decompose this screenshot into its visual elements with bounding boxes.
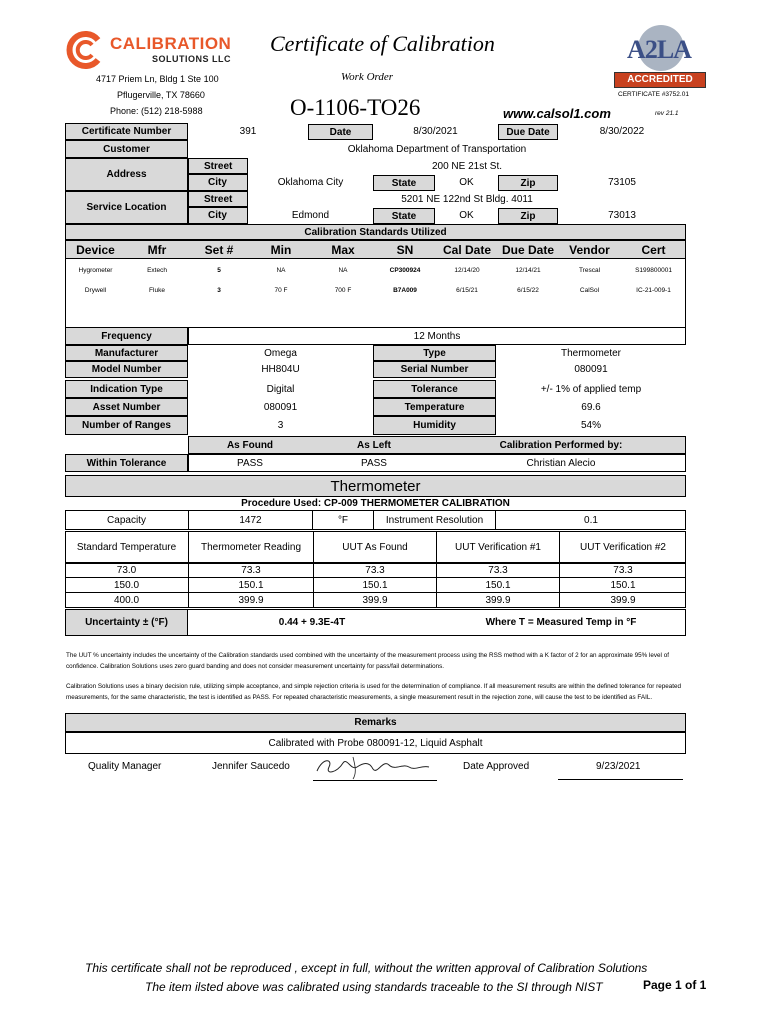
resolution-value: 0.1 [584, 514, 598, 526]
asset-label: Asset Number [92, 401, 161, 413]
results-cell: 399.9 [188, 593, 313, 608]
results-header-thermometer-reading: Thermometer Reading [188, 531, 313, 563]
results-cell: 399.9 [559, 593, 686, 608]
temperature-value: 69.6 [581, 401, 601, 413]
results-cell: 150.1 [188, 578, 313, 593]
standards-cell: 12/14/20 [454, 266, 480, 274]
asset-value: 080091 [263, 401, 298, 413]
model-label: Model Number [91, 364, 162, 375]
temperature-label: Temperature [404, 401, 465, 413]
standards-cell: S199800001 [635, 266, 672, 274]
website: www.calsol1.com [503, 106, 611, 121]
service-street-value: 5201 NE 122nd St Bldg. 4011 [401, 193, 533, 205]
customer-value: Oklahoma Department of Transportation [347, 143, 527, 155]
service-zip-value: 73013 [608, 210, 636, 221]
results-header-uut-verification-2: UUT Verification #2 [559, 531, 686, 563]
results-cell: 150.0 [65, 578, 188, 593]
uncertainty-formula: 0.44 + 9.3E-4T [278, 617, 346, 628]
standards-cell: CP300924 [389, 266, 421, 274]
results-cell: 73.3 [313, 563, 436, 578]
humidity-value: 54% [580, 420, 601, 431]
company-name: CALIBRATION [110, 34, 232, 53]
address-city-label: City [208, 177, 227, 188]
company-address-line2: Pflugerville, TX 78660 [117, 90, 205, 100]
results-cell: 73.3 [436, 563, 559, 578]
results-header-standard-temperature: Standard Temperature [76, 541, 177, 553]
quality-manager-name: Jennifer Saucedo [212, 761, 290, 772]
serial-label: Serial Number [400, 364, 469, 375]
due-date-value: 8/30/2022 [599, 126, 645, 137]
standards-cell: CalSol [579, 286, 600, 294]
standards-header-mfr: Mfr [147, 242, 167, 257]
date-approved-label: Date Approved [463, 761, 530, 772]
results-section-title: Thermometer [330, 477, 421, 495]
results-cell: 73.0 [65, 563, 188, 578]
indication-value: Digital [266, 383, 295, 395]
due-date-label: Due Date [506, 126, 550, 138]
a2la-logo-text: A2LA [627, 35, 691, 64]
manufacturer-label: Manufacturer [94, 347, 159, 359]
customer-label: Customer [103, 143, 150, 155]
standards-header-device: Device [76, 242, 115, 257]
standards-cell: Extech [147, 266, 167, 274]
procedure-text: Procedure Used: CP-009 THERMOMETER CALIBRATION [241, 498, 510, 509]
capacity-label: Capacity [107, 514, 146, 526]
service-zip-label: Zip [520, 210, 536, 222]
results-cell: 399.9 [313, 593, 436, 608]
address-state-label: State [391, 177, 417, 189]
standards-header-sn: SN [396, 242, 414, 257]
company-address-line1: 4717 Priem Ln, Bldg 1 Ste 100 [96, 74, 219, 84]
standards-header-due-date: Due Date [501, 242, 554, 257]
logo-mark-icon [64, 30, 104, 70]
standards-cell: Drywell [84, 286, 107, 294]
results-header-uut-verification-1: UUT Verification #1 [436, 531, 559, 563]
uncertainty-label: Uncertainty ± (°F) [85, 617, 168, 628]
cert-number-label: Certificate Number [81, 126, 172, 137]
indication-label: Indication Type [90, 383, 163, 395]
tolerance-label: Tolerance [411, 383, 458, 395]
uncertainty-note: Where T = Measured Temp in °F [485, 617, 637, 628]
service-state-label: State [391, 210, 417, 222]
date-value: 8/30/2021 [413, 126, 458, 137]
date-label: Date [329, 126, 352, 138]
as-left-value: PASS [361, 457, 387, 469]
revision: rev 21.1 [655, 110, 679, 117]
decision-rule-paragraph: Calibration Solutions uses a binary decision rule, utilizing simple acceptance, and simple rejection criteria is used for the determination of compliance. If all measurement results are within the defined tolerance for repeated measurements, for the same characteristic, the test is identified as PASS. For repeated characteristic measurements, a single measurement result in the rejection zone, will cause the test to be identified as FAIL. [66, 683, 681, 701]
standards-header-cert: Cert [641, 242, 666, 257]
date-approved-value: 9/23/2021 [596, 761, 641, 772]
standards-title: Calibration Standards Utilized [304, 226, 447, 238]
type-value: Thermometer [560, 347, 621, 359]
work-order-number: O-1106-TO26 [290, 95, 421, 120]
capacity-value: 1472 [239, 514, 262, 526]
address-label: Address [106, 169, 147, 180]
address-zip-value: 73105 [608, 177, 636, 188]
company-name-sub: SOLUTIONS LLC [152, 54, 231, 64]
footer-notice-line1: This certificate shall not be reproduced , except in full, without the written approval of Calibration Solutions [85, 961, 648, 975]
standards-cell: 70 F [274, 286, 288, 294]
footer-notice-line2: The item ilsted above was calibrated using standards traceable to the SI through NIST [145, 980, 603, 994]
remarks-title: Remarks [354, 717, 397, 728]
standards-header-min: Min [270, 242, 292, 257]
ranges-value: 3 [277, 420, 284, 431]
signature-icon [313, 753, 433, 781]
uncertainty-note-paragraph: The UUT % uncertainty includes the uncertainty of the Calibration standards used combined with the uncertainty of the measurement process using the RSS method with a K factor of 2 for an approximate 95% level of confidence. Calibration Solutions uses zero guard banding and does not consider measurement uncertainty for pass/fail determinations. [66, 652, 669, 670]
within-tolerance-label: Within Tolerance [86, 457, 167, 469]
type-label: Type [423, 347, 446, 359]
standards-cell: 700 F [334, 286, 352, 294]
results-cell: 73.3 [188, 563, 313, 578]
certificate-number-badge: CERTIFICATE #3752.01 [618, 91, 689, 98]
capacity-unit: °F [337, 514, 349, 526]
accredited-banner: ACCREDITED [614, 72, 706, 88]
standards-cell: Fluke [149, 286, 165, 294]
standards-cell: 5 [217, 266, 221, 274]
frequency-value: 12 Months [413, 330, 461, 342]
standards-cell: Hygrometer [78, 266, 113, 274]
results-cell: 150.1 [436, 578, 559, 593]
standards-cell: 6/15/22 [517, 286, 539, 294]
standards-header-vendor: Vendor [569, 242, 610, 257]
accreditation-logo [612, 25, 706, 95]
address-state-value: OK [459, 177, 474, 188]
quality-manager-label: Quality Manager [88, 761, 162, 772]
company-logo [64, 28, 244, 74]
frequency-label: Frequency [101, 330, 152, 342]
standards-header-set: Set # [204, 242, 234, 257]
standards-cell: Trescal [578, 266, 601, 274]
document-title: Certificate of Calibration [270, 31, 495, 56]
work-order-label: Work Order [341, 71, 394, 83]
standards-header-cal-date: Cal Date [442, 242, 492, 257]
results-header-uut-as-found: UUT As Found [313, 531, 436, 563]
company-phone: Phone: (512) 218-5988 [110, 106, 203, 116]
service-street-label: Street [204, 193, 233, 205]
tolerance-value: +/- 1% of applied temp [540, 383, 642, 395]
standards-header-max: Max [331, 242, 355, 257]
standards-cell: 3 [217, 286, 221, 294]
standards-cell: IC-21-009-1 [636, 286, 671, 294]
standards-cell: NA [338, 266, 348, 274]
service-city-value: Edmond [291, 210, 330, 221]
performed-by-label: Calibration Performed by: [499, 439, 623, 451]
results-cell: 150.1 [313, 578, 436, 593]
as-found-label: As Found [226, 439, 274, 451]
serial-value: 080091 [574, 364, 608, 375]
model-value: HH804U [261, 364, 300, 375]
service-city-label: City [208, 210, 227, 221]
address-street-label: Street [204, 160, 233, 172]
remarks-text: Calibrated with Probe 080091-12, Liquid Asphalt [268, 737, 483, 749]
resolution-label: Instrument Resolution [385, 514, 484, 526]
standards-cell: NA [276, 266, 286, 274]
results-cell: 399.9 [436, 593, 559, 608]
results-cell: 73.3 [559, 563, 686, 578]
service-state-value: OK [459, 210, 474, 221]
address-city-value: Oklahoma City [277, 177, 344, 188]
standards-cell: B7A009 [393, 286, 417, 294]
results-cell: 150.1 [559, 578, 686, 593]
manufacturer-value: Omega [264, 347, 297, 359]
humidity-label: Humidity [413, 420, 456, 431]
results-cell: 400.0 [65, 593, 188, 608]
as-left-label: As Left [357, 439, 391, 451]
page-number: Page 1 of 1 [643, 978, 707, 992]
ranges-label: Number of Ranges [82, 420, 171, 431]
standards-cell: 12/14/21 [515, 266, 541, 274]
standards-cell: 6/15/21 [456, 286, 478, 294]
performed-by-value: Christian Alecio [526, 457, 596, 469]
service-location-label: Service Location [86, 202, 167, 213]
address-zip-label: Zip [520, 177, 536, 189]
as-found-value: PASS [237, 457, 263, 469]
address-street-value: 200 NE 21st St. [431, 160, 503, 172]
cert-number-value: 391 [239, 126, 257, 137]
